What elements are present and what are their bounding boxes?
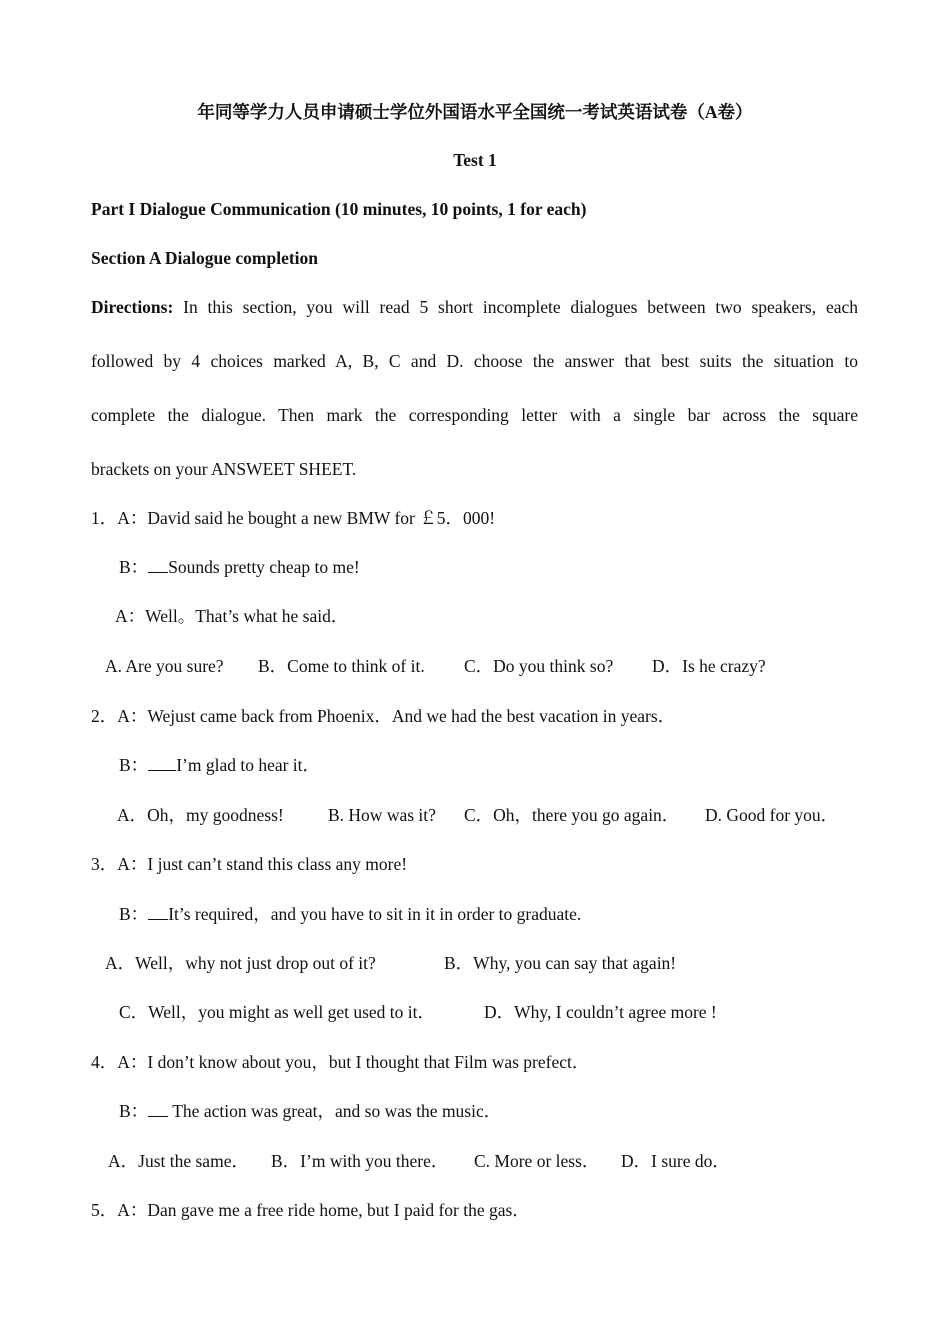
question-3-option-a: A．Well，why not just drop out of it? [105,953,376,973]
question-4-option-b: B．I’m with you there． [271,1151,449,1171]
question-1-speaker-a: 1．A：David said he bought a new BMW for ￡5．000! [91,508,496,528]
question-3-speaker-a: 3．A：I just can’t stand this class any more! [91,854,408,874]
question-2-option-a: A．Oh，my goodness! [117,805,284,825]
question-1-speaker-a-reply: A：Well。That’s what he said． [115,606,349,626]
question-4-option-c: C. More or less． [474,1151,600,1171]
question-3-option-b: B．Why, you can say that again! [444,953,677,973]
question-1-option-b: B．Come to think of it. [258,656,425,676]
document-title: 年同等学力人员申请硕士学位外国语水平全国统一考试英语试卷（A卷） [197,102,753,122]
question-4-option-a: A．Just the same． [108,1151,249,1171]
answer-blank [148,903,168,920]
question-2-option-d: D. Good for you． [705,805,839,825]
question-4-speaker-b: B： The action was great，and so was the music． [119,1101,502,1121]
test-heading: Test 1 [453,150,497,170]
question-3-option-c: C．Well，you might as well get used to it． [119,1002,435,1022]
directions-line-2: followed by 4 choices marked A, B, C and D. choose the answer that best suits the situation to [91,351,858,371]
question-3-speaker-b: B： It’s required，and you have to sit in it in order to graduate. [119,904,582,924]
question-2-speaker-a: 2．A：Wejust came back from Phoenix．And we had the best vacation in years． [91,706,676,726]
question-5-speaker-a: 5．A：Dan gave me a free ride home, but I paid for the gas． [91,1200,530,1220]
question-1-option-d: D．Is he crazy? [652,656,766,676]
directions-line-1: Directions: In this section, you will read 5 short incomplete dialogues between two speakers, each [91,297,858,317]
question-2-speaker-b: B： I’m glad to hear it． [119,755,321,775]
directions-line-4: brackets on your ANSWEET SHEET. [91,459,357,479]
directions-line-3: complete the dialogue. Then mark the corresponding letter with a single bar across the square [91,405,858,425]
part-heading: Part I Dialogue Communication (10 minutes, 10 points, 1 for each) [91,199,587,219]
section-heading: Section A Dialogue completion [91,248,319,268]
answer-blank [148,754,176,771]
directions-label: Directions: [91,297,174,317]
question-2-option-b: B. How was it? [328,805,436,825]
question-2-option-c: C．Oh，there you go again． [464,805,680,825]
question-1-speaker-b: B： Sounds pretty cheap to me! [119,557,360,577]
answer-blank [148,556,168,573]
question-4-speaker-a: 4．A：I don’t know about you，but I thought that Film was prefect． [91,1052,590,1072]
answer-blank [148,1100,168,1117]
question-1-option-c: C．Do you think so? [464,656,614,676]
question-4-option-d: D．I sure do． [621,1151,730,1171]
question-3-option-d: D．Why, I couldn’t agree more ! [484,1002,717,1022]
question-1-option-a: A. Are you sure? [105,656,224,676]
